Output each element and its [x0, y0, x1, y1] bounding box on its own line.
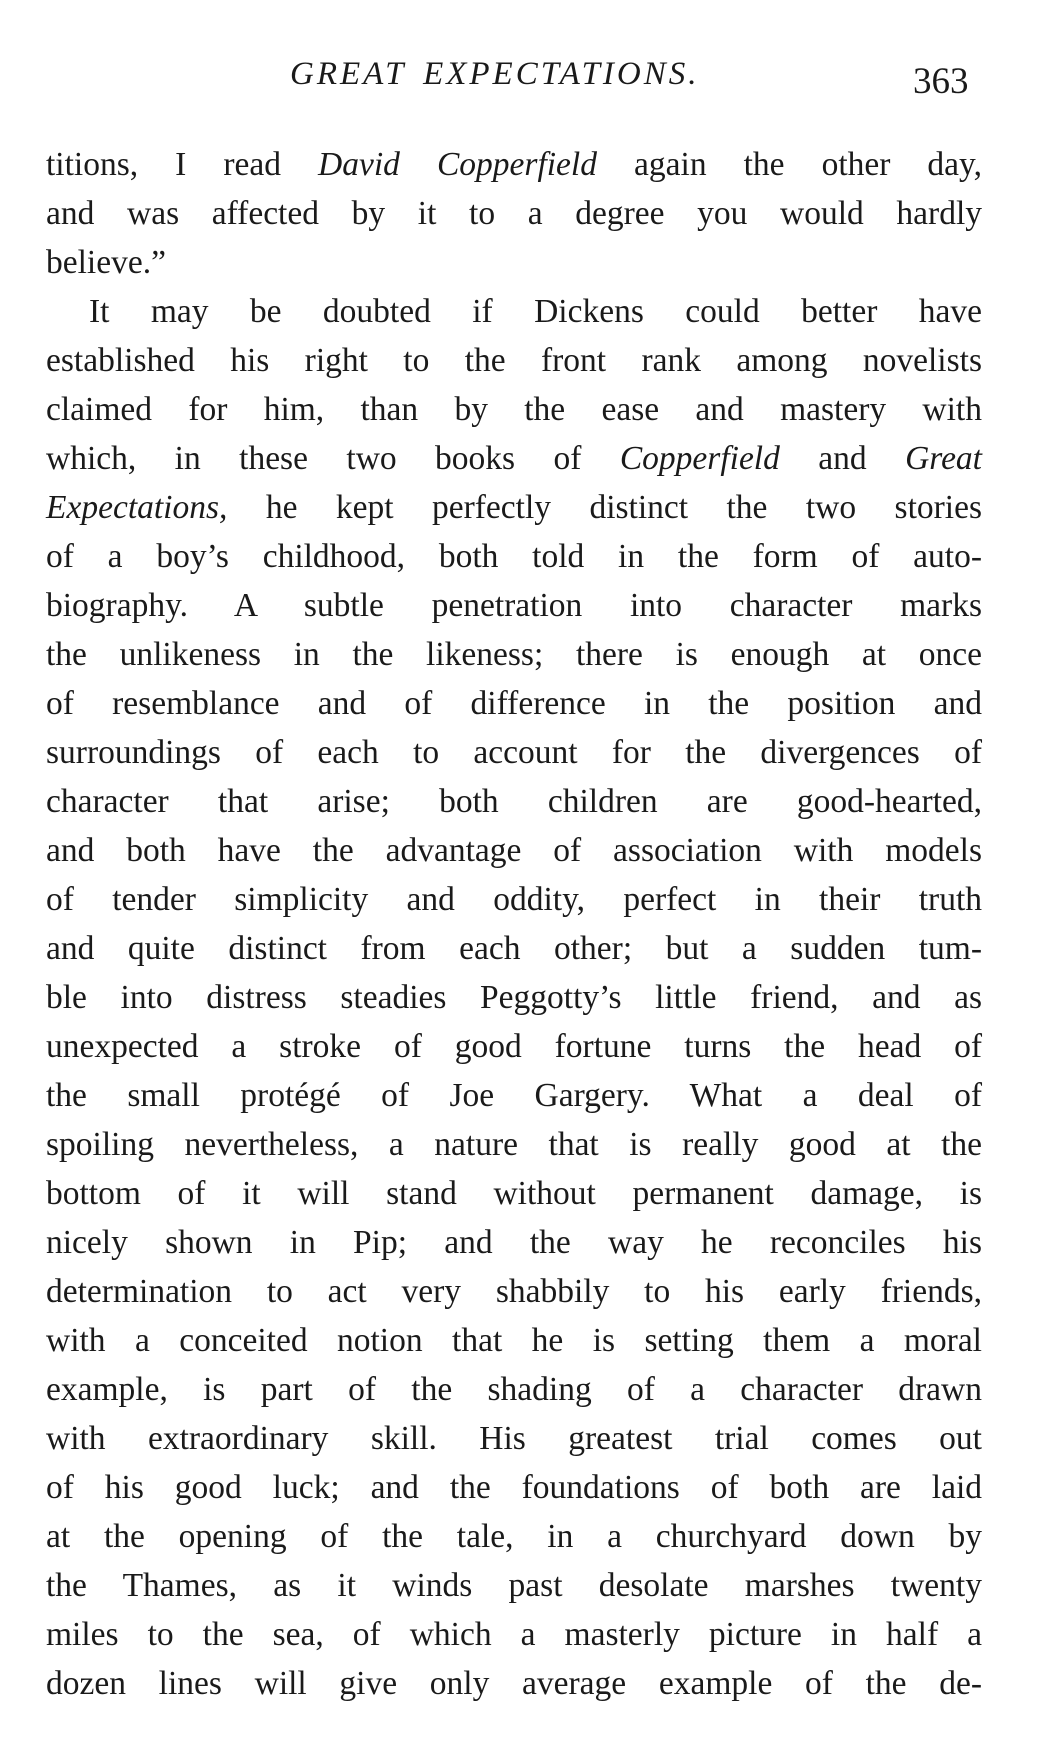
text-line: with a conceited notion that he is setting them a moral — [46, 1322, 982, 1359]
text-line: the small protégé of Joe Gargery. What a deal of — [46, 1077, 982, 1114]
text-line: character that arise; both children are good-hearted, — [46, 783, 982, 820]
text-line: biography. A subtle penetration into character marks — [46, 587, 982, 624]
text-line: of resemblance and of difference in the position and — [46, 685, 982, 722]
text-line: and both have the advantage of association with models — [46, 832, 982, 869]
page-number: 363 — [913, 61, 969, 102]
italic-title: Copperfield — [619, 440, 780, 477]
text-run: he kept perfectly distinct the two stories — [227, 489, 982, 526]
text-line: the Thames, as it winds past desolate marshes twenty — [46, 1567, 982, 1604]
italic-title: David Copperfield — [318, 146, 597, 183]
text-line: of his good luck; and the foundations of both are laid — [46, 1469, 982, 1506]
text-line: miles to the sea, of which a masterly picture in half a — [46, 1616, 982, 1653]
text-run: and — [779, 440, 906, 477]
text-line: established his right to the front rank among novelists — [46, 342, 982, 379]
text-line: the unlikeness in the likeness; there is enough at once — [46, 636, 982, 673]
text-line: and quite distinct from each other; but a sudden tum- — [46, 930, 982, 967]
text-line: and was affected by it to a degree you would hardly — [46, 195, 982, 232]
running-head — [0, 56, 1055, 106]
running-title: GREAT EXPECTATIONS. — [290, 56, 700, 92]
text-run: again the other day, — [597, 146, 982, 183]
text-line: claimed for him, than by the ease and mastery with — [46, 391, 982, 428]
text-line — [46, 434, 982, 483]
text-line: spoiling nevertheless, a nature that is really good at the — [46, 1126, 982, 1163]
text-line: at the opening of the tale, in a churchyard down by — [46, 1518, 982, 1555]
text-line: believe.” — [46, 244, 166, 281]
text-line: bottom of it will stand without permanent damage, is — [46, 1175, 982, 1212]
text-line: of a boy’s childhood, both told in the form of auto- — [46, 538, 982, 575]
italic-title: Great — [905, 440, 982, 477]
text-line: with extraordinary skill. His greatest trial comes out — [46, 1420, 982, 1457]
text-line: example, is part of the shading of a character drawn — [46, 1371, 982, 1408]
text-line: determination to act very shabbily to his early friends, — [46, 1273, 982, 1310]
text-line: surroundings of each to account for the divergences of — [46, 734, 982, 771]
text-run: titions, I read — [46, 146, 319, 183]
text-line: nicely shown in Pip; and the way he reconciles his — [46, 1224, 982, 1261]
text-line: ble into distress steadies Peggotty’s little friend, and as — [46, 979, 982, 1016]
body-text — [46, 140, 982, 1708]
text-line — [46, 483, 982, 532]
text-line: of tender simplicity and oddity, perfect in their truth — [46, 881, 982, 918]
italic-title: Expectations, — [46, 489, 228, 526]
text-line: dozen lines will give only average example of the de- — [46, 1665, 982, 1702]
paragraph-first-line: It may be doubted if Dickens could better have — [89, 293, 982, 330]
text-line: unexpected a stroke of good fortune turns the head of — [46, 1028, 982, 1065]
text-run: which, in these two books of — [46, 440, 620, 477]
text-line — [46, 140, 982, 189]
